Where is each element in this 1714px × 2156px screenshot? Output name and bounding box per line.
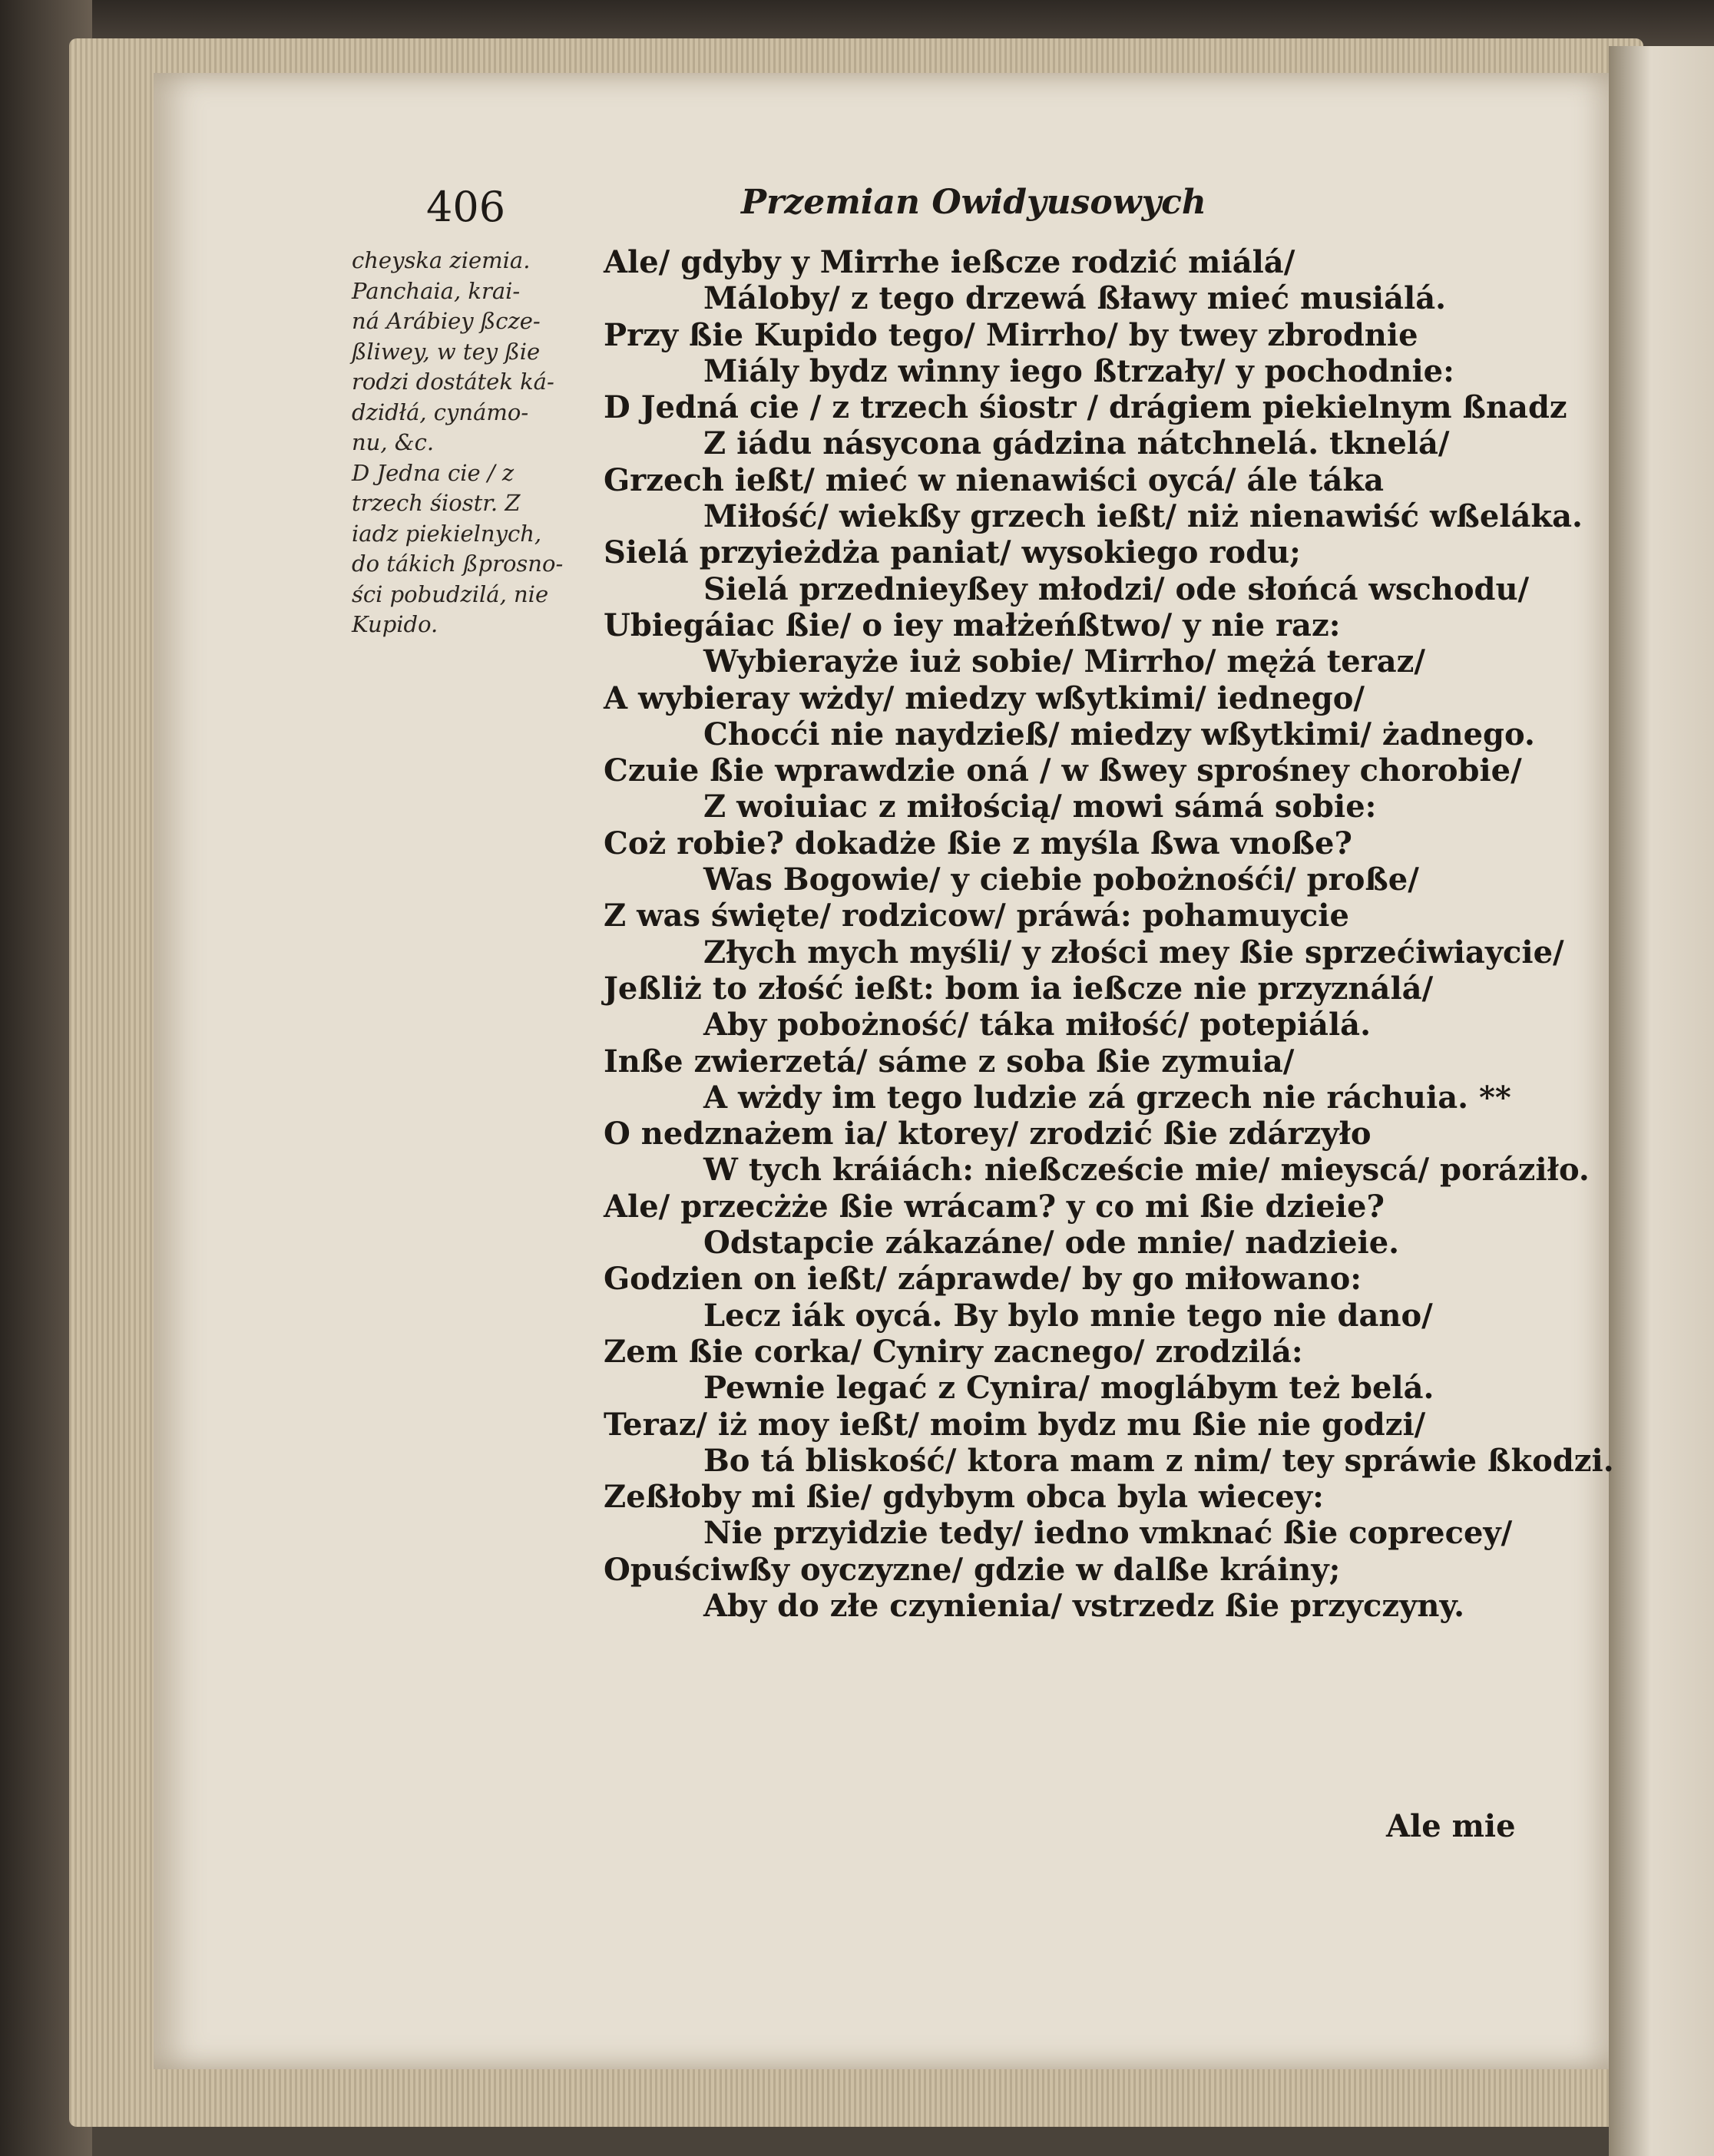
margin-note	[352, 246, 597, 640]
verse-line: W tych kráiách: nießczeście mie/ mieyscá/ poráziło.	[703, 1152, 1590, 1189]
book-gutter	[1609, 46, 1714, 2156]
verse-line: Coż robie? dokadże ßie z myśla ßwa vnoße?	[604, 825, 1352, 861]
margin-note-line: nu, &c.	[352, 429, 435, 455]
verse-line: Inße zwierzetá/ sáme z soba ßie zymuia/	[604, 1043, 1295, 1080]
verse-text	[604, 244, 1614, 1624]
verse-line: Nie przyidzie tedy/ iedno vmknać ßie coprecey/	[703, 1515, 1513, 1552]
verse-line: O nedznażem ia/ ktorey/ zrodzić ßie zdárzyło	[604, 1116, 1372, 1152]
verse-line: Z woiuiac z miłością/ mowi sámá sobie:	[703, 789, 1377, 825]
margin-note-line: D Jedna cie / z	[352, 459, 515, 486]
verse-line: Z iádu násycona gádzina nátchnelá. tknelá/	[703, 425, 1450, 462]
verse-line: Zeßłoby mi ßie/ gdybym obca byla wiecey:	[604, 1479, 1324, 1516]
verse-line: A wżdy im tego ludzie zá grzech nie ráchuia. **	[703, 1079, 1511, 1116]
margin-note-line: rodzi dostátek ká-	[352, 369, 554, 395]
verse-line: Miłość/ wiekßy grzech ießt/ niż nienawiść wßeláka.	[703, 498, 1583, 535]
margin-note-line: do tákich ßprosno-	[352, 551, 564, 577]
running-title: Przemian Owidyusowych	[741, 183, 1206, 222]
catchword: Ale mie	[1386, 1808, 1516, 1844]
margin-note-line: cheyska ziemia.	[352, 247, 531, 273]
verse-line: Opuściwßy oyczyzne/ gdzie w dalße kráiny;	[604, 1551, 1341, 1588]
verse-line: Czuie ßie wprawdzie oná / w ßwey sprośney chorobie/	[604, 752, 1522, 789]
verse-line: Z was święte/ rodzicow/ práwá: pohamuycie	[604, 898, 1349, 934]
verse-line: Lecz iák oycá. By bylo mnie tego nie dano/	[703, 1297, 1433, 1334]
verse-line: Godzien on ießt/ záprawde/ by go miłowano:	[604, 1261, 1362, 1298]
running-head	[426, 183, 1271, 236]
verse-line: Bo tá bliskość/ ktora mam z nim/ tey spráwie ßkodzi.	[703, 1442, 1614, 1479]
verse-line: Jeßliż to złość ießt: bom ia ießcze nie przyználá/	[604, 970, 1434, 1007]
verse-line: Złych mych myśli/ y złości mey ßie sprzećiwiaycie/	[703, 934, 1564, 971]
verse-line: Teraz/ iż moy ießt/ moim bydz mu ßie nie godzi/	[604, 1406, 1426, 1443]
verse-line: Wybierayże iuż sobie/ Mirrho/ mężá teraz/	[703, 643, 1425, 680]
verse-line: Was Bogowie/ y ciebie pobożnośći/ proße/	[703, 861, 1419, 898]
verse-line: Sielá przednieyßey młodzi/ ode słońcá wschodu/	[703, 570, 1530, 607]
page-number: 406	[426, 183, 506, 231]
margin-note-line: ßliwey, w tey ßie	[352, 338, 541, 365]
margin-note-line: dzidłá, cynámo-	[352, 398, 529, 425]
margin-note-line: ści pobudzilá, nie	[352, 580, 549, 607]
verse-line: Ale/ gdyby y Mirrhe ießcze rodzić miálá/	[604, 244, 1295, 280]
margin-note-line: Kupido.	[352, 611, 438, 637]
verse-line: Máloby/ z tego drzewá ßławy mieć musiálá.	[703, 280, 1447, 317]
verse-line: Odstapcie zákazáne/ ode mnie/ nadzieie.	[703, 1225, 1400, 1262]
verse-line: Ubiegáiac ßie/ o iey małżeńßtwo/ y nie raz:	[604, 607, 1341, 643]
verse-line: Miály bydz winny iego ßtrzały/ y pochodnie:	[703, 352, 1454, 389]
verse-line: D Jedná cie / z trzech śiostr / drágiem piekielnym ßnadz	[604, 389, 1567, 426]
margin-note-line: Panchaia, krai-	[352, 277, 521, 304]
verse-line: Ale/ przecżże ßie wrácam? y co mi ßie dzieie?	[604, 1188, 1385, 1225]
verse-line: A wybieray wżdy/ miedzy wßytkimi/ iednego/	[604, 680, 1365, 716]
verse-line: Aby pobożność/ táka miłość/ potepiálá.	[703, 1007, 1372, 1043]
margin-note-line: trzech śiostr. Z	[352, 490, 521, 516]
verse-line: Sielá przyieżdża paniat/ wysokiego rodu;	[604, 534, 1301, 571]
verse-line: Pewnie legać z Cynira/ moglábym też belá.	[703, 1370, 1434, 1407]
verse-line: Przy ßie Kupido tego/ Mirrho/ by twey zbrodnie	[604, 316, 1418, 353]
verse-line: Chocći nie naydzieß/ miedzy wßytkimi/ żadnego.	[703, 716, 1535, 752]
verse-line: Aby do złe czynienia/ vstrzedz ßie przyczyny.	[703, 1587, 1465, 1624]
margin-note-line: iadz piekielnych,	[352, 520, 542, 547]
margin-note-line: ná Arábiey ßcze-	[352, 308, 541, 334]
verse-line: Grzech ießt/ mieć w nienawiści oycá/ ále táka	[604, 461, 1385, 498]
verse-line: Zem ßie corka/ Cyniry zacnego/ zrodzilá:	[604, 1333, 1303, 1370]
